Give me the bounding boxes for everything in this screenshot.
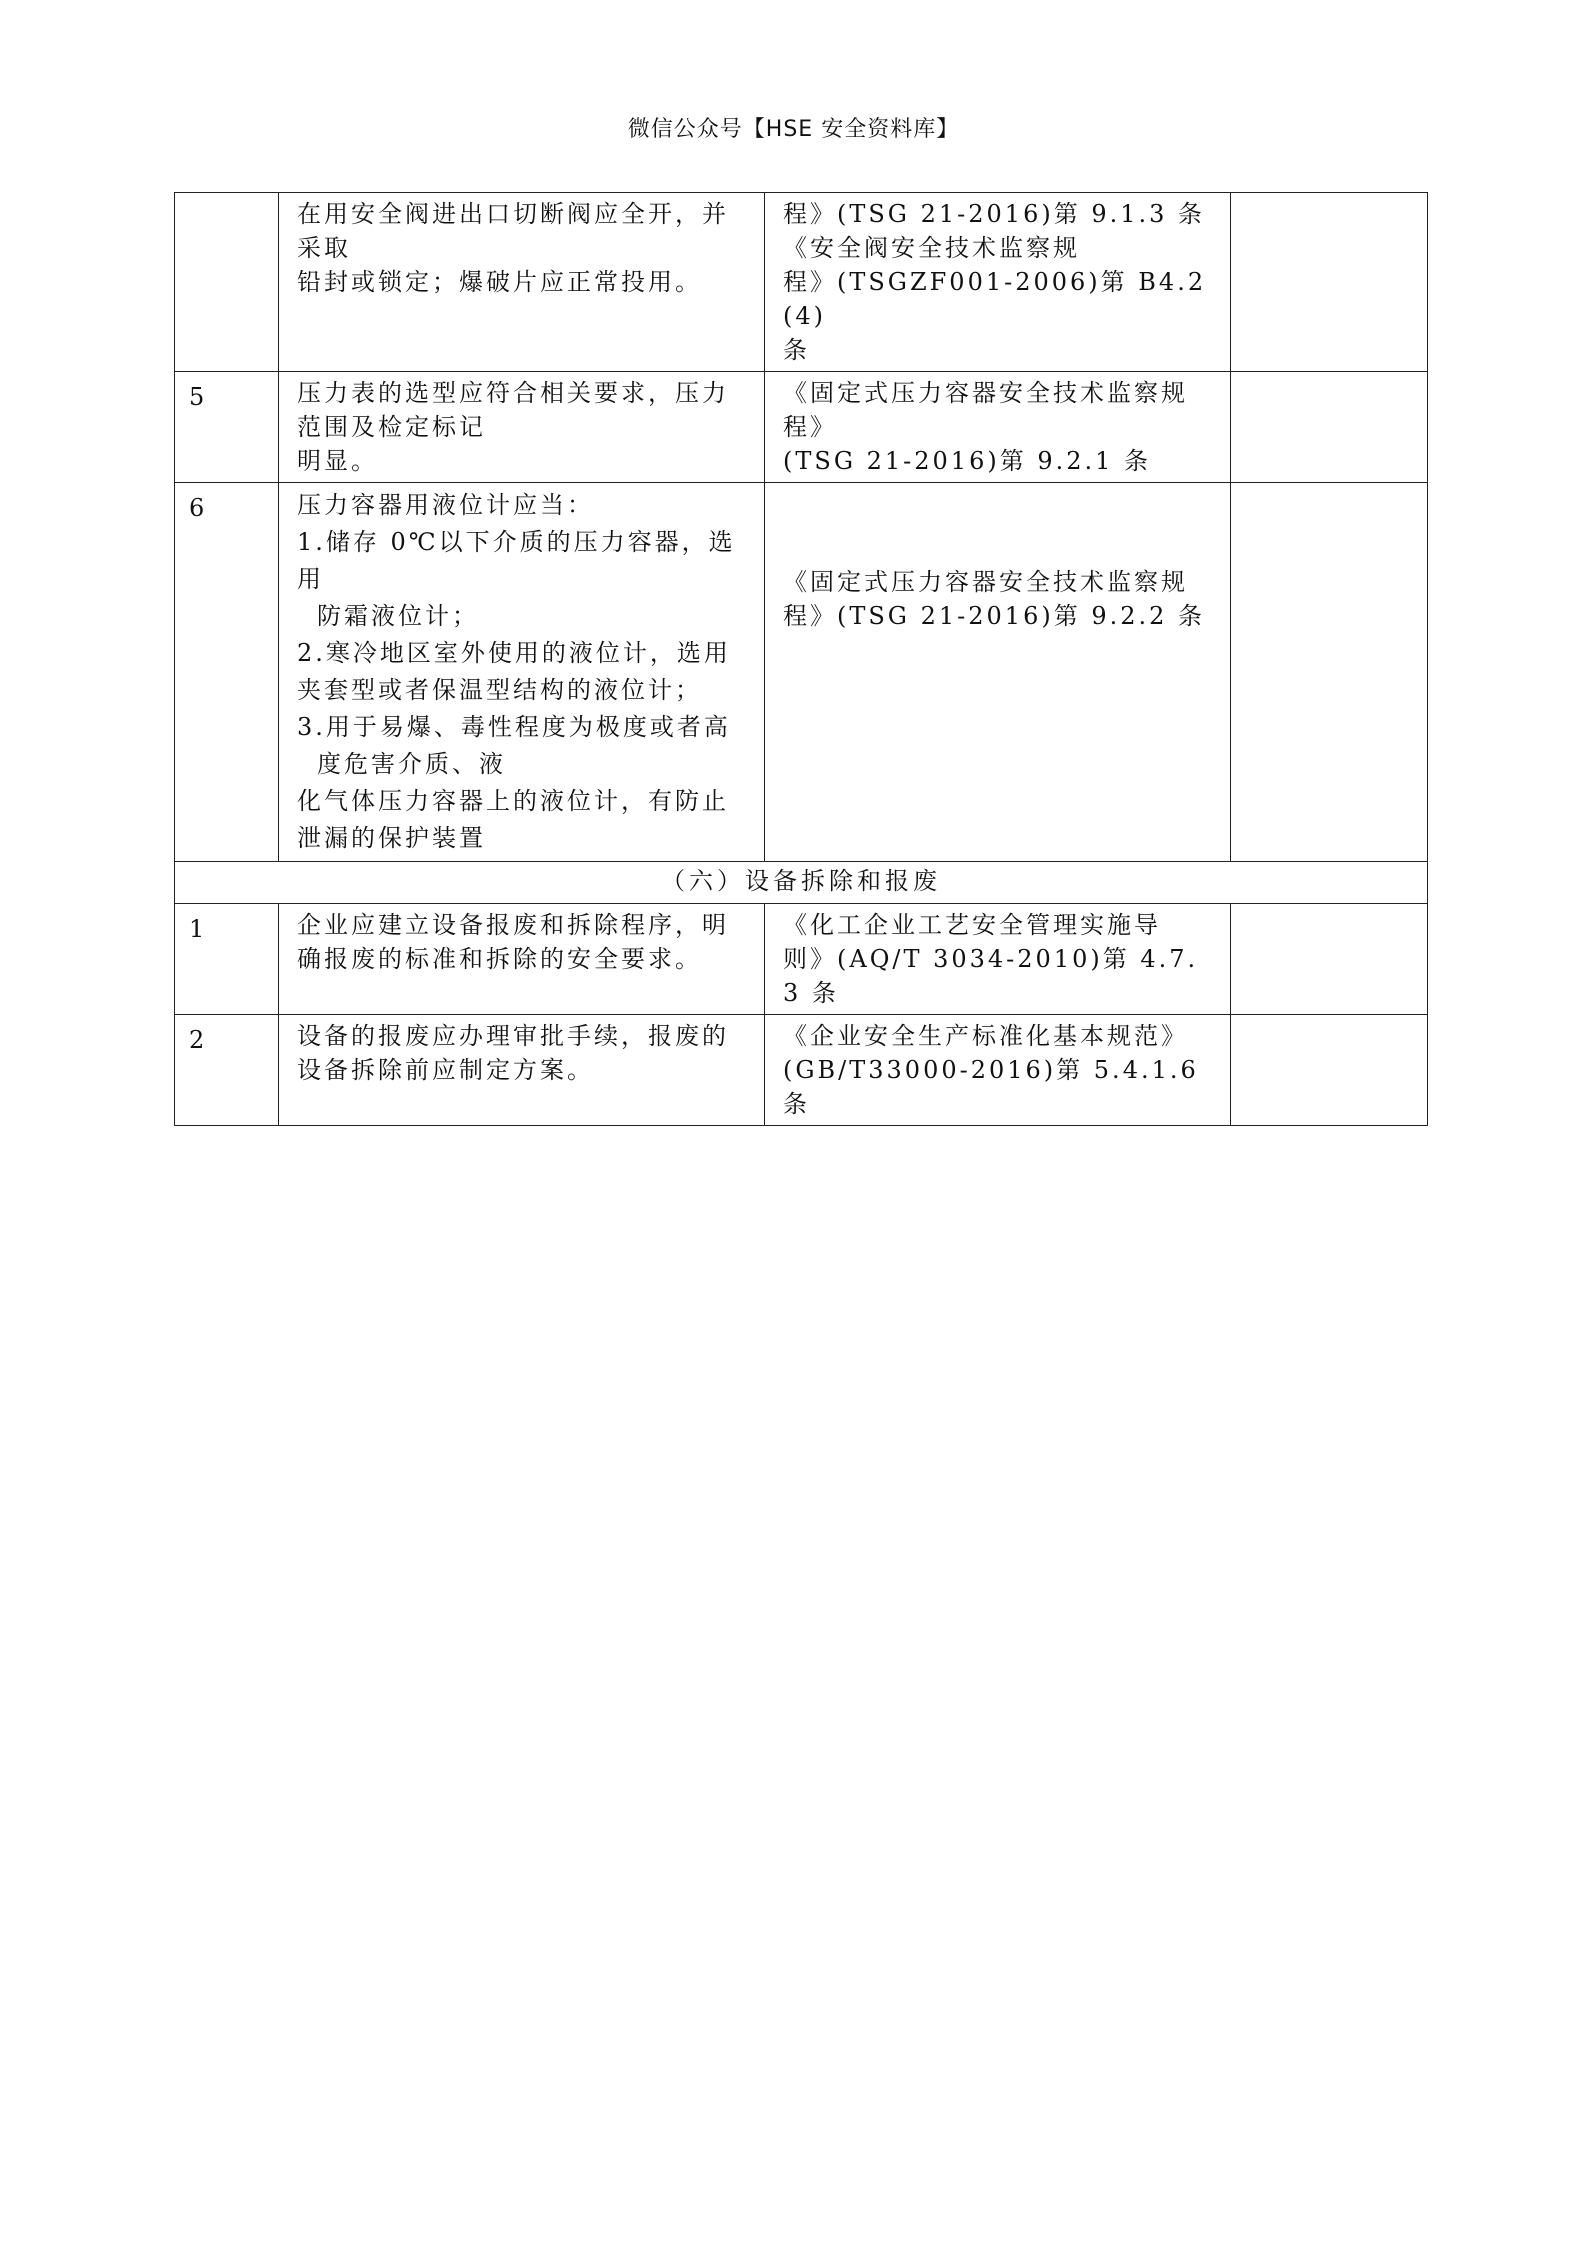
basis-line: 《安全阀安全技术监察规 [783,234,1080,262]
content-line: 设备拆除前应制定方案。 [297,1056,594,1084]
table-row [175,904,1428,1015]
requirement-content [279,904,765,1015]
regulation-basis [765,372,1231,483]
row-number: 5 [175,372,279,483]
content-line: 1.储存 0℃以下介质的压力容器，选用 [297,528,736,593]
remarks-cell [1231,904,1428,1015]
row-number: 2 [175,1015,279,1126]
section-title: （六）设备拆除和报废 [175,862,1428,904]
content-line: 泄漏的保护装置 [297,824,486,852]
table-row [175,372,1428,483]
basis-line: 程》(TSG 21-2016)第 9.2.2 条 [783,602,1206,630]
content-line: 防霜液位计； [317,602,479,630]
requirement-content [279,193,765,372]
basis-line: 条 [783,336,810,364]
remarks-cell [1231,193,1428,372]
page-header: 微信公众号【HSE 安全资料库】 [627,117,960,142]
content-line: 设备的报废应办理审批手续，报废的 [297,1022,729,1050]
basis-line: 《化工企业工艺安全管理实施导 [783,911,1161,939]
table-row [175,1015,1428,1126]
remarks-cell [1231,1015,1428,1126]
row-number [175,193,279,372]
content-line: 企业应建立设备报废和拆除程序，明 [297,911,729,939]
content-line: 夹套型或者保温型结构的液位计； [297,676,702,704]
row-number: 6 [175,483,279,862]
remarks-cell [1231,372,1428,483]
table-row [175,193,1428,372]
content-line: 压力容器用液位计应当： [297,491,594,519]
content-line: 铅封或锁定；爆破片应正常投用。 [297,268,702,296]
regulation-basis [765,483,1231,862]
content-line: 化气体压力容器上的液位计，有防止 [297,787,729,815]
requirement-content [279,483,765,862]
requirement-content [279,1015,765,1126]
basis-line: 程》(TSGZF001-2006)第 B4.2(4) [783,268,1207,330]
content-line: 在用安全阀进出口切断阀应全开，并采取 [297,200,729,262]
basis-line: 《企业安全生产标准化基本规范》 [783,1022,1188,1050]
requirement-content [279,372,765,483]
row-number: 1 [175,904,279,1015]
content-line: 范围及检定标记 [297,413,486,441]
content-line: 明显。 [297,447,378,475]
content-line: 3.用于易爆、毒性程度为极度或者高 [297,713,731,741]
basis-line: (GB/T33000-2016)第 5.4.1.6 条 [783,1056,1199,1118]
content-line: 确报废的标准和拆除的安全要求。 [297,945,702,973]
basis-line: 程》(TSG 21-2016)第 9.1.3 条 [783,200,1206,228]
remarks-cell [1231,483,1428,862]
regulation-basis [765,193,1231,372]
content-line: 度危害介质、液 [317,750,506,778]
section-heading-row [175,862,1428,904]
basis-line: (TSG 21-2016)第 9.2.1 条 [783,447,1152,475]
basis-line: 《固定式压力容器安全技术监察规 [783,379,1188,407]
content-line: 2.寒冷地区室外使用的液位计，选用 [297,639,731,667]
regulation-basis [765,1015,1231,1126]
basis-line: 则》(AQ/T 3034-2010)第 4.7.3 条 [783,945,1199,1007]
basis-line: 程》 [783,413,837,441]
content-line: 压力表的选型应符合相关要求，压力 [297,379,729,407]
regulation-basis [765,904,1231,1015]
table-row [175,483,1428,862]
basis-line: 《固定式压力容器安全技术监察规 [783,568,1188,596]
requirements-table [174,192,1428,1126]
